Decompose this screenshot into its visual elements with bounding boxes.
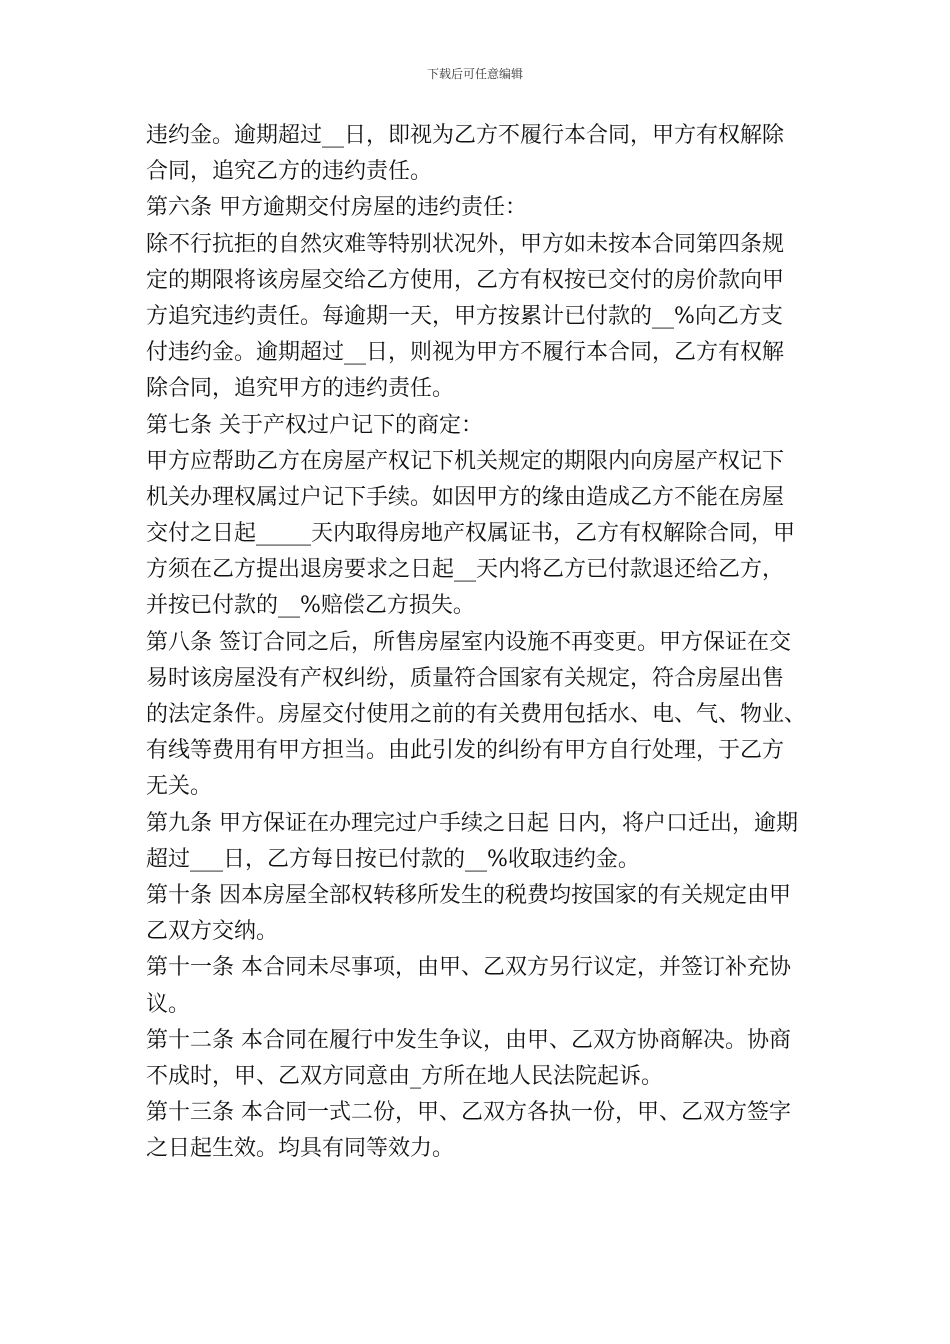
- text-line: 的法定条件。房屋交付使用之前的有关费用包括水、电、气、物业、: [146, 702, 807, 727]
- article-paragraph: 第九条 甲方保证在办理完过户手续之日起 日内，将户口迁出，逾期: [146, 810, 798, 836]
- text-line: 议。: [146, 991, 191, 1017]
- text-line: 方追究违约责任。每逾期一天，甲方按累计已付款的__%向乙方支: [146, 303, 783, 329]
- text-line: 定的期限将该房屋交给乙方使用，乙方有权按已交付的房价款向甲: [146, 267, 785, 293]
- article-paragraph: 第十二条 本合同在履行中发生争议，由甲、乙双方协商解决。协商: [146, 1027, 791, 1053]
- text-line: 乙双方交纳。: [146, 919, 279, 945]
- article-paragraph: 第十条 因本房屋全部权转移所发生的税费均按国家的有关规定由甲: [146, 882, 791, 908]
- article-heading: 第七条 关于产权过户记下的商定：: [146, 412, 483, 438]
- text-line: 易时该房屋没有产权纠纷，质量符合国家有关规定，符合房屋出售: [146, 665, 785, 691]
- text-line: 交付之日起_____天内取得房地产权属证书，乙方有权解除合同，甲: [146, 521, 796, 547]
- text-line: 不成时，甲、乙双方同意由_方所在地人民法院起诉。: [146, 1063, 664, 1089]
- text-line: 有线等费用有甲方担当。由此引发的纠纷有甲方自行处理，于乙方: [146, 738, 785, 764]
- text-line: 甲方应帮助乙方在房屋产权记下机关规定的期限内向房屋产权记下: [146, 448, 785, 474]
- text-line: 除合同，追究甲方的违约责任。: [146, 376, 455, 402]
- text-line: 超过___日，乙方每日按已付款的__%收取违约金。: [146, 846, 640, 872]
- contract-body: [146, 118, 830, 1167]
- text-line: 之日起生效。均具有同等效力。: [146, 1136, 455, 1162]
- text-line: 机关办理权属过户记下手续。如因甲方的缘由造成乙方不能在房屋: [146, 484, 785, 510]
- text-line: 无关。: [146, 774, 213, 800]
- article-paragraph: 第十一条 本合同未尽事项，由甲、乙双方另行议定，并签订补充协: [146, 955, 791, 981]
- article-paragraph: 第八条 签订合同之后，所售房屋室内设施不再变更。甲方保证在交: [146, 629, 791, 655]
- text-line: 付违约金。逾期超过__日，则视为甲方不履行本合同，乙方有权解: [146, 340, 785, 366]
- page-header: 下载后可任意编辑: [426, 67, 523, 81]
- article-heading: 第六条 甲方逾期交付房屋的违约责任：: [146, 195, 527, 221]
- text-line: 方须在乙方提出退房要求之日起__天内将乙方已付款退还给乙方，: [146, 557, 785, 583]
- text-line: 除不行抗拒的自然灾难等特别状况外，甲方如未按本合同第四条规: [146, 231, 785, 257]
- text-line: 合同，追究乙方的违约责任。: [146, 159, 433, 185]
- text-line: 并按已付款的__%赔偿乙方损失。: [146, 593, 475, 619]
- text-line: 违约金。逾期超过__日，即视为乙方不履行本合同，甲方有权解除: [146, 123, 785, 148]
- article-paragraph: 第十三条 本合同一式二份，甲、乙双方各执一份，甲、乙双方签字: [146, 1100, 791, 1126]
